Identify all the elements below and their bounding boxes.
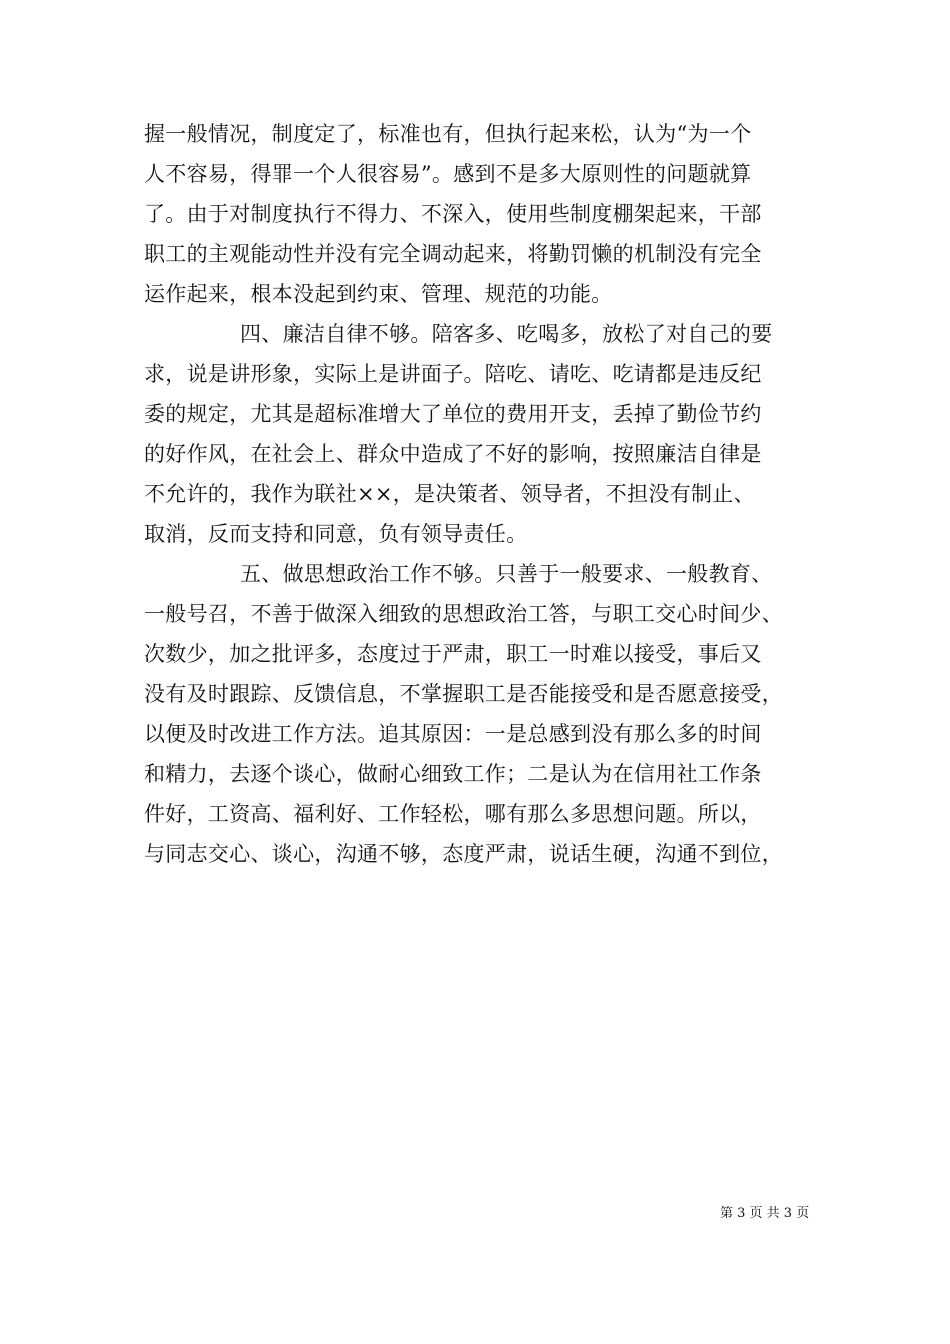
text-line: 不允许的，我作为联社××，是决策者、领导者，不担没有制止、 xyxy=(144,482,755,506)
text-line: 与同志交心、谈心，沟通不够，态度严肃，说话生硬，沟通不到位， xyxy=(144,842,783,866)
text-line-indented: 五、做思想政治工作不够。只善于一般要求、一般教育、 xyxy=(240,562,773,586)
text-line: 和精力，去逐个谈心，做耐心细致工作；二是认为在信用社工作条 xyxy=(144,762,762,786)
text-line: 没有及时跟踪、反馈信息，不掌握职工是否能接受和是否愿意接受， xyxy=(144,682,783,706)
text-line: 人不容易，得罪一个人很容易”。感到不是多大原则性的问题就算 xyxy=(144,162,752,186)
text-line: 握一般情况，制度定了，标准也有，但执行起来松，认为“为一个 xyxy=(144,122,752,146)
text-line: 委的规定，尤其是超标准增大了单位的费用开支，丢掉了勤俭节约 xyxy=(144,402,762,426)
text-line: 的好作风，在社会上、群众中造成了不好的影响，按照廉洁自律是 xyxy=(144,442,762,466)
text-line: 取消，反而支持和同意，负有领导责任。 xyxy=(144,522,528,546)
body-text xyxy=(144,114,814,874)
text-line: 件好，工资高、福利好、工作轻松，哪有那么多思想问题。所以， xyxy=(144,802,762,826)
page-number-footer: 第 3 页 共 3 页 xyxy=(720,1206,810,1221)
text-line: 了。由于对制度执行不得力、不深入，使用些制度棚架起来，干部 xyxy=(144,202,762,226)
text-line: 求，说是讲形象，实际上是讲面子。陪吃、请吃、吃请都是违反纪 xyxy=(144,362,762,386)
paragraph-3 xyxy=(144,554,814,874)
paragraph-1 xyxy=(144,114,814,314)
text-line: 一般号召，不善于做深入细致的思想政治工答，与职工交心时间少、 xyxy=(144,602,783,626)
text-line: 运作起来，根本没起到约束、管理、规范的功能。 xyxy=(144,282,613,306)
text-line: 次数少，加之批评多，态度过于严肃，职工一时难以接受，事后又 xyxy=(144,642,762,666)
text-line-indented: 四、廉洁自律不够。陪客多、吃喝多，放松了对自己的要 xyxy=(240,322,773,346)
paragraph-2 xyxy=(144,314,814,554)
text-line: 以便及时改进工作方法。追其原因：一是总感到没有那么多的时间 xyxy=(144,722,762,746)
text-line: 职工的主观能动性并没有完全调动起来，将勤罚懒的机制没有完全 xyxy=(144,242,762,266)
